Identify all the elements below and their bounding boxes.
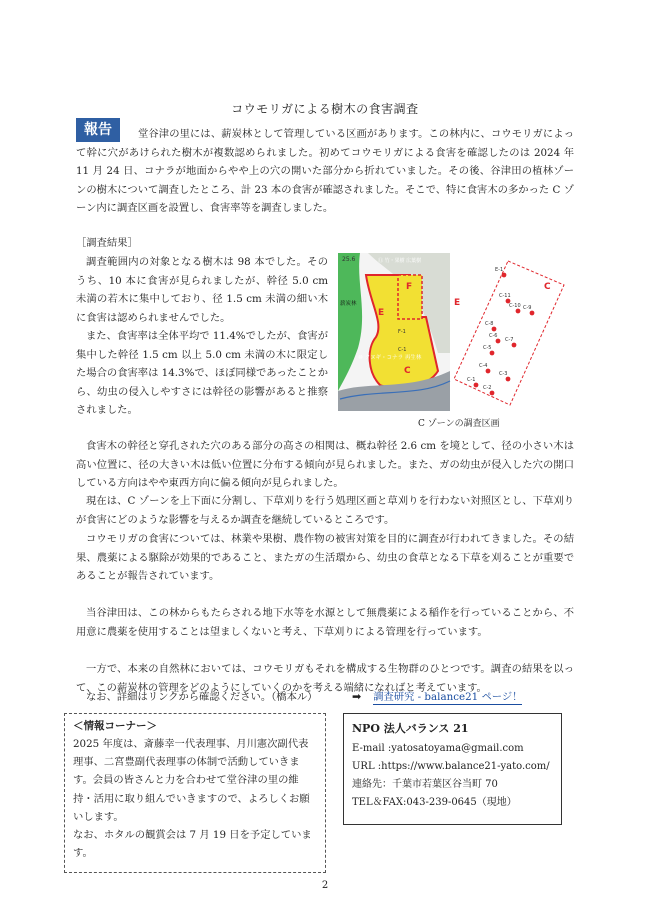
- map-forest-label: 薪炭林: [340, 301, 357, 307]
- survey-point: [492, 327, 497, 332]
- survey-point-label: C-5: [483, 345, 492, 351]
- survey-point-label: C-7: [505, 337, 514, 343]
- survey-map-svg: [338, 253, 572, 413]
- map-number-label: 25.6: [342, 256, 356, 263]
- survey-point: [512, 343, 517, 348]
- report-tag: 報告: [76, 118, 120, 142]
- info-corner-text-1: 2025 年度は、斎藤幸一代表理事、月川憲次副代表理事、二宮豊副代表理事の体制で活動していきます。会員の皆さんと力を合わせて堂谷津の里の維持・活用に取り組んでいきますので、よろしくお願いします。: [73, 738, 310, 823]
- npo-email[interactable]: E-mail :yatosatoyama@gmail.com: [352, 743, 524, 754]
- map-f-label: F: [406, 282, 413, 292]
- survey-point-label: E-1: [495, 267, 504, 273]
- survey-points: [467, 267, 534, 395]
- result-paragraph-5: コウモリガの食害については、林業や果樹、農作物の被害対策を目的に調査が行われてきました。その結果、農薬による駆除が効果的であること、またガの生活環から、幼虫の食草となる下草を刈ることが重要であることが報告されています。: [76, 533, 574, 582]
- closing-note: なお、詳細はリンクから確認ください。（橋本ル）: [86, 691, 318, 703]
- npo-address: 連絡先：千葉市若葉区谷当町 70: [352, 779, 498, 790]
- research-page-link[interactable]: 調査研究 - balance21 ページ！: [373, 691, 523, 703]
- result-paragraph-6: 当谷津田は、この林からもたらされる地下水等を水源として無農薬による稲作を行っていることから、不用意に農薬を使用することは望ましくないと考え、下草刈りによる管理を行っています。: [76, 607, 574, 638]
- survey-point: [502, 273, 507, 278]
- result-paragraph-3: 食害木の幹径と穿孔された穴のある部分の高さの相関は、概ね幹径 2.6 cm を境として、径の小さい木は高い位置に、径の大きい木は低い位置に分布する傾向が見られました。また、ガの幼虫が侵入した穴の開口している方向はやや東西方向に偏る傾向が見られました。: [76, 440, 574, 489]
- npo-contact-box: [343, 713, 562, 825]
- map-c1-label: C-1: [398, 347, 407, 353]
- survey-point: [496, 339, 501, 344]
- survey-point-label: C-3: [499, 371, 508, 377]
- zone-e-label: E: [454, 298, 461, 308]
- survey-point: [490, 391, 495, 396]
- map-top-label: ⑪ 竹・果樹 広葉樹: [378, 258, 422, 264]
- result-paragraph-4: 現在は、C ゾーンを上下面に分割し、下草刈りを行う処理区画と草刈りを行わない対照区とし、下草刈りが食害にどのような影響を与えるか調査を継続しているところです。: [76, 495, 574, 526]
- page-number: 2: [321, 880, 329, 891]
- survey-map: [338, 253, 572, 413]
- link-area: [352, 688, 522, 703]
- map-caption: C ゾーンの調査区画: [418, 419, 500, 429]
- result-paragraph-7: 一方で、本来の自然林においては、コウモリガもそれを構成する生物群のひとつです。調査の結果を以って、この薪炭林の管理をどのようにしていくのかを考える端緒になればと考えています。: [76, 663, 574, 694]
- info-corner-text-2: なお、ホタルの観賞会は 7 月 19 日を予定しています。: [73, 829, 312, 860]
- intro-paragraph: 堂谷津の里には、薪炭林として管理している区画があります。この林内に、コウモリガによって幹に穴があけられた樹木が複数認められました。初めてコウモリガによる食害を確認したのは 2024 年 11 月 24 日、コナラが地面からやや上の穴の開いた部分から折れていました。その後、谷津田の植林ゾーンの樹木について調査したところ、計 23 本の食害が確認されました。そこで、特に食害木の多かった C ゾーン内に調査区画を設置し、食害率等を調査しました。: [76, 128, 574, 214]
- arrow-icon: ➡: [352, 690, 362, 703]
- result-paragraph-1: 調査範囲内の対象となる樹木は 98 本でした。そのうち、10 本に食害が見られましたが、幹径 5.0 cm 未満の若木に集中しており、径 1.5 cm 未満の細い木に食害は認められませんでした。: [76, 256, 328, 324]
- npo-name: NPO 法人バランス 21: [352, 722, 469, 735]
- info-corner-box: [64, 713, 326, 873]
- result-paragraph-2: また、食害率は全体平均で 11.4%でしたが、食害が集中した幹径 1.5 cm 以上 5.0 cm 未満の木に限定した場合の食害率は 14.3%で、ほぼ同様であったことから、幼虫の侵入しやすさには幹径の影響があると推察されました。: [76, 330, 328, 416]
- survey-point-label: C-1: [467, 377, 476, 383]
- survey-point-label: C-9: [523, 305, 532, 311]
- npo-url[interactable]: URL :https://www.balance21-yato.com/: [352, 761, 550, 772]
- survey-point: [530, 311, 535, 316]
- info-corner-heading: ＜情報コーナー＞: [73, 720, 157, 732]
- survey-point: [506, 377, 511, 382]
- survey-point: [490, 351, 495, 356]
- survey-point-label: C-6: [489, 333, 498, 339]
- npo-tel: TEL＆FAX:043-239-0645（現地）: [352, 797, 517, 808]
- survey-point-label: C-11: [499, 293, 511, 299]
- map-c-label: C: [404, 366, 411, 376]
- survey-point-label: C-10: [509, 303, 521, 309]
- map-f1-label: F-1: [398, 329, 406, 335]
- map-e-label: E: [378, 308, 385, 318]
- survey-point-label: C-8: [485, 321, 494, 327]
- map-plot-label: ⑩ クヌギ・コナラ 再生林: [358, 355, 422, 361]
- survey-point: [474, 383, 479, 388]
- survey-point: [486, 369, 491, 374]
- result-heading: ［調査結果］: [76, 237, 138, 249]
- zone-c-label: C: [544, 282, 551, 292]
- report-title: コウモリガによる樹木の食害調査: [231, 102, 419, 116]
- survey-point-label: C-2: [483, 385, 492, 391]
- survey-point-label: C-4: [479, 363, 488, 369]
- survey-point: [516, 309, 521, 314]
